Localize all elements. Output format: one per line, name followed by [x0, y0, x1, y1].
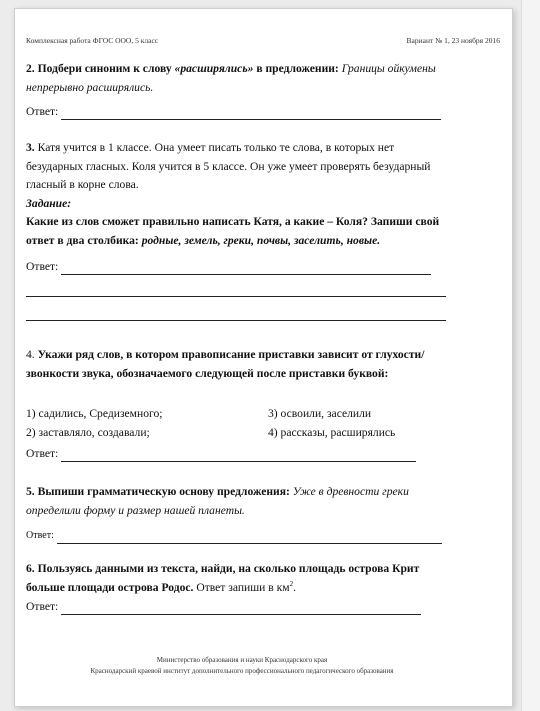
answer-line-q3-2[interactable]: [26, 296, 446, 297]
question-5-number: 5.: [26, 485, 35, 498]
question-6-instruction: Ответ запиши в км: [193, 580, 290, 594]
answer-line-q2[interactable]: [61, 108, 441, 120]
answer-line-q3-3[interactable]: [26, 320, 446, 321]
answer-row-q4: [26, 446, 416, 462]
question-6-text: Пользуясь данными из текста, найди, на сколько площадь острова Крит больше площади острова Родос.: [26, 562, 420, 594]
question-2-text2: в предложении:: [253, 62, 342, 75]
question-2-number: 2.: [26, 62, 35, 75]
question-6: [26, 560, 454, 597]
answer-label: Ответ:: [26, 600, 59, 613]
footer-line-1: Министерство образования и науки Краснодарского края: [156, 656, 328, 664]
question-3-number: 3.: [26, 141, 35, 154]
answer-line-q5[interactable]: [57, 532, 442, 544]
question-4-number: 4.: [26, 348, 35, 361]
question-6-sup: 2: [289, 579, 294, 588]
answer-label: Ответ:: [26, 260, 59, 273]
answer-row-q3: [26, 259, 431, 275]
question-4: [26, 346, 454, 383]
answer-label: Ответ:: [26, 447, 59, 460]
question-5-text: Выпиши грамматическую основу предложения:: [37, 485, 293, 498]
question-2-sentence: Границы ойкумены непрерывно расширялись.: [26, 62, 436, 94]
question-6-end: .: [293, 580, 297, 594]
question-2-text: Подбери синоним к слову: [37, 62, 175, 75]
answer-row-q5: [26, 528, 442, 544]
answer-label: Ответ:: [26, 530, 54, 541]
footer-line-2: Краснодарский краевой институт дополнительного профессионального педагогического образования: [90, 667, 394, 675]
question-3-words: родные, земель, греки, почвы, заселить, новые.: [141, 233, 381, 247]
answer-row-q6: [26, 599, 421, 615]
page-edge: [521, 0, 540, 711]
question-3-task-label: Задание:: [26, 196, 72, 210]
footer: [26, 655, 458, 677]
question-5: [26, 483, 454, 520]
header-right: Вариант № 1, 23 ноября 2016: [406, 36, 500, 45]
answer-line-q6[interactable]: [61, 603, 421, 615]
question-3: [26, 139, 454, 250]
question-4-text: Укажи ряд слов, в котором правописание приставки зависит от глухости/звонкости звука, обозначаемого следующей после приставки буквой:: [26, 348, 425, 380]
answer-line-q4[interactable]: [61, 450, 416, 462]
answer-label: Ответ:: [26, 105, 59, 118]
question-5-sentence: Уже в древности греки определили форму и размер нашей планеты.: [26, 485, 409, 517]
question-3-text: Катя учится в 1 классе. Она умеет писать только те слова, в которых нет безударных гласных. Коля учится в 5 классе. Он уже умеет проверять безударный гласный в корне слова.: [26, 141, 431, 191]
question-2-word: «расширялись»: [174, 62, 254, 75]
question-3-task-text: Какие из слов сможет правильно написать Катя, а какие – Коля? Запиши свой ответ в два столбика:: [26, 215, 440, 247]
option-4[interactable]: 4) рассказы, расширялись: [268, 426, 396, 439]
answer-line-q3[interactable]: [61, 263, 431, 275]
option-3[interactable]: 3) освоили, заселили: [268, 407, 372, 420]
question-6-number: 6.: [26, 562, 35, 575]
header-left: Комплексная работа ФГОС ООО, 5 класс: [26, 36, 159, 45]
question-2: [26, 60, 454, 97]
option-2[interactable]: 2) заставляло, создавали;: [26, 426, 150, 439]
option-1[interactable]: 1) садились, Средиземного;: [26, 407, 163, 420]
answer-row-q2: [26, 104, 441, 120]
